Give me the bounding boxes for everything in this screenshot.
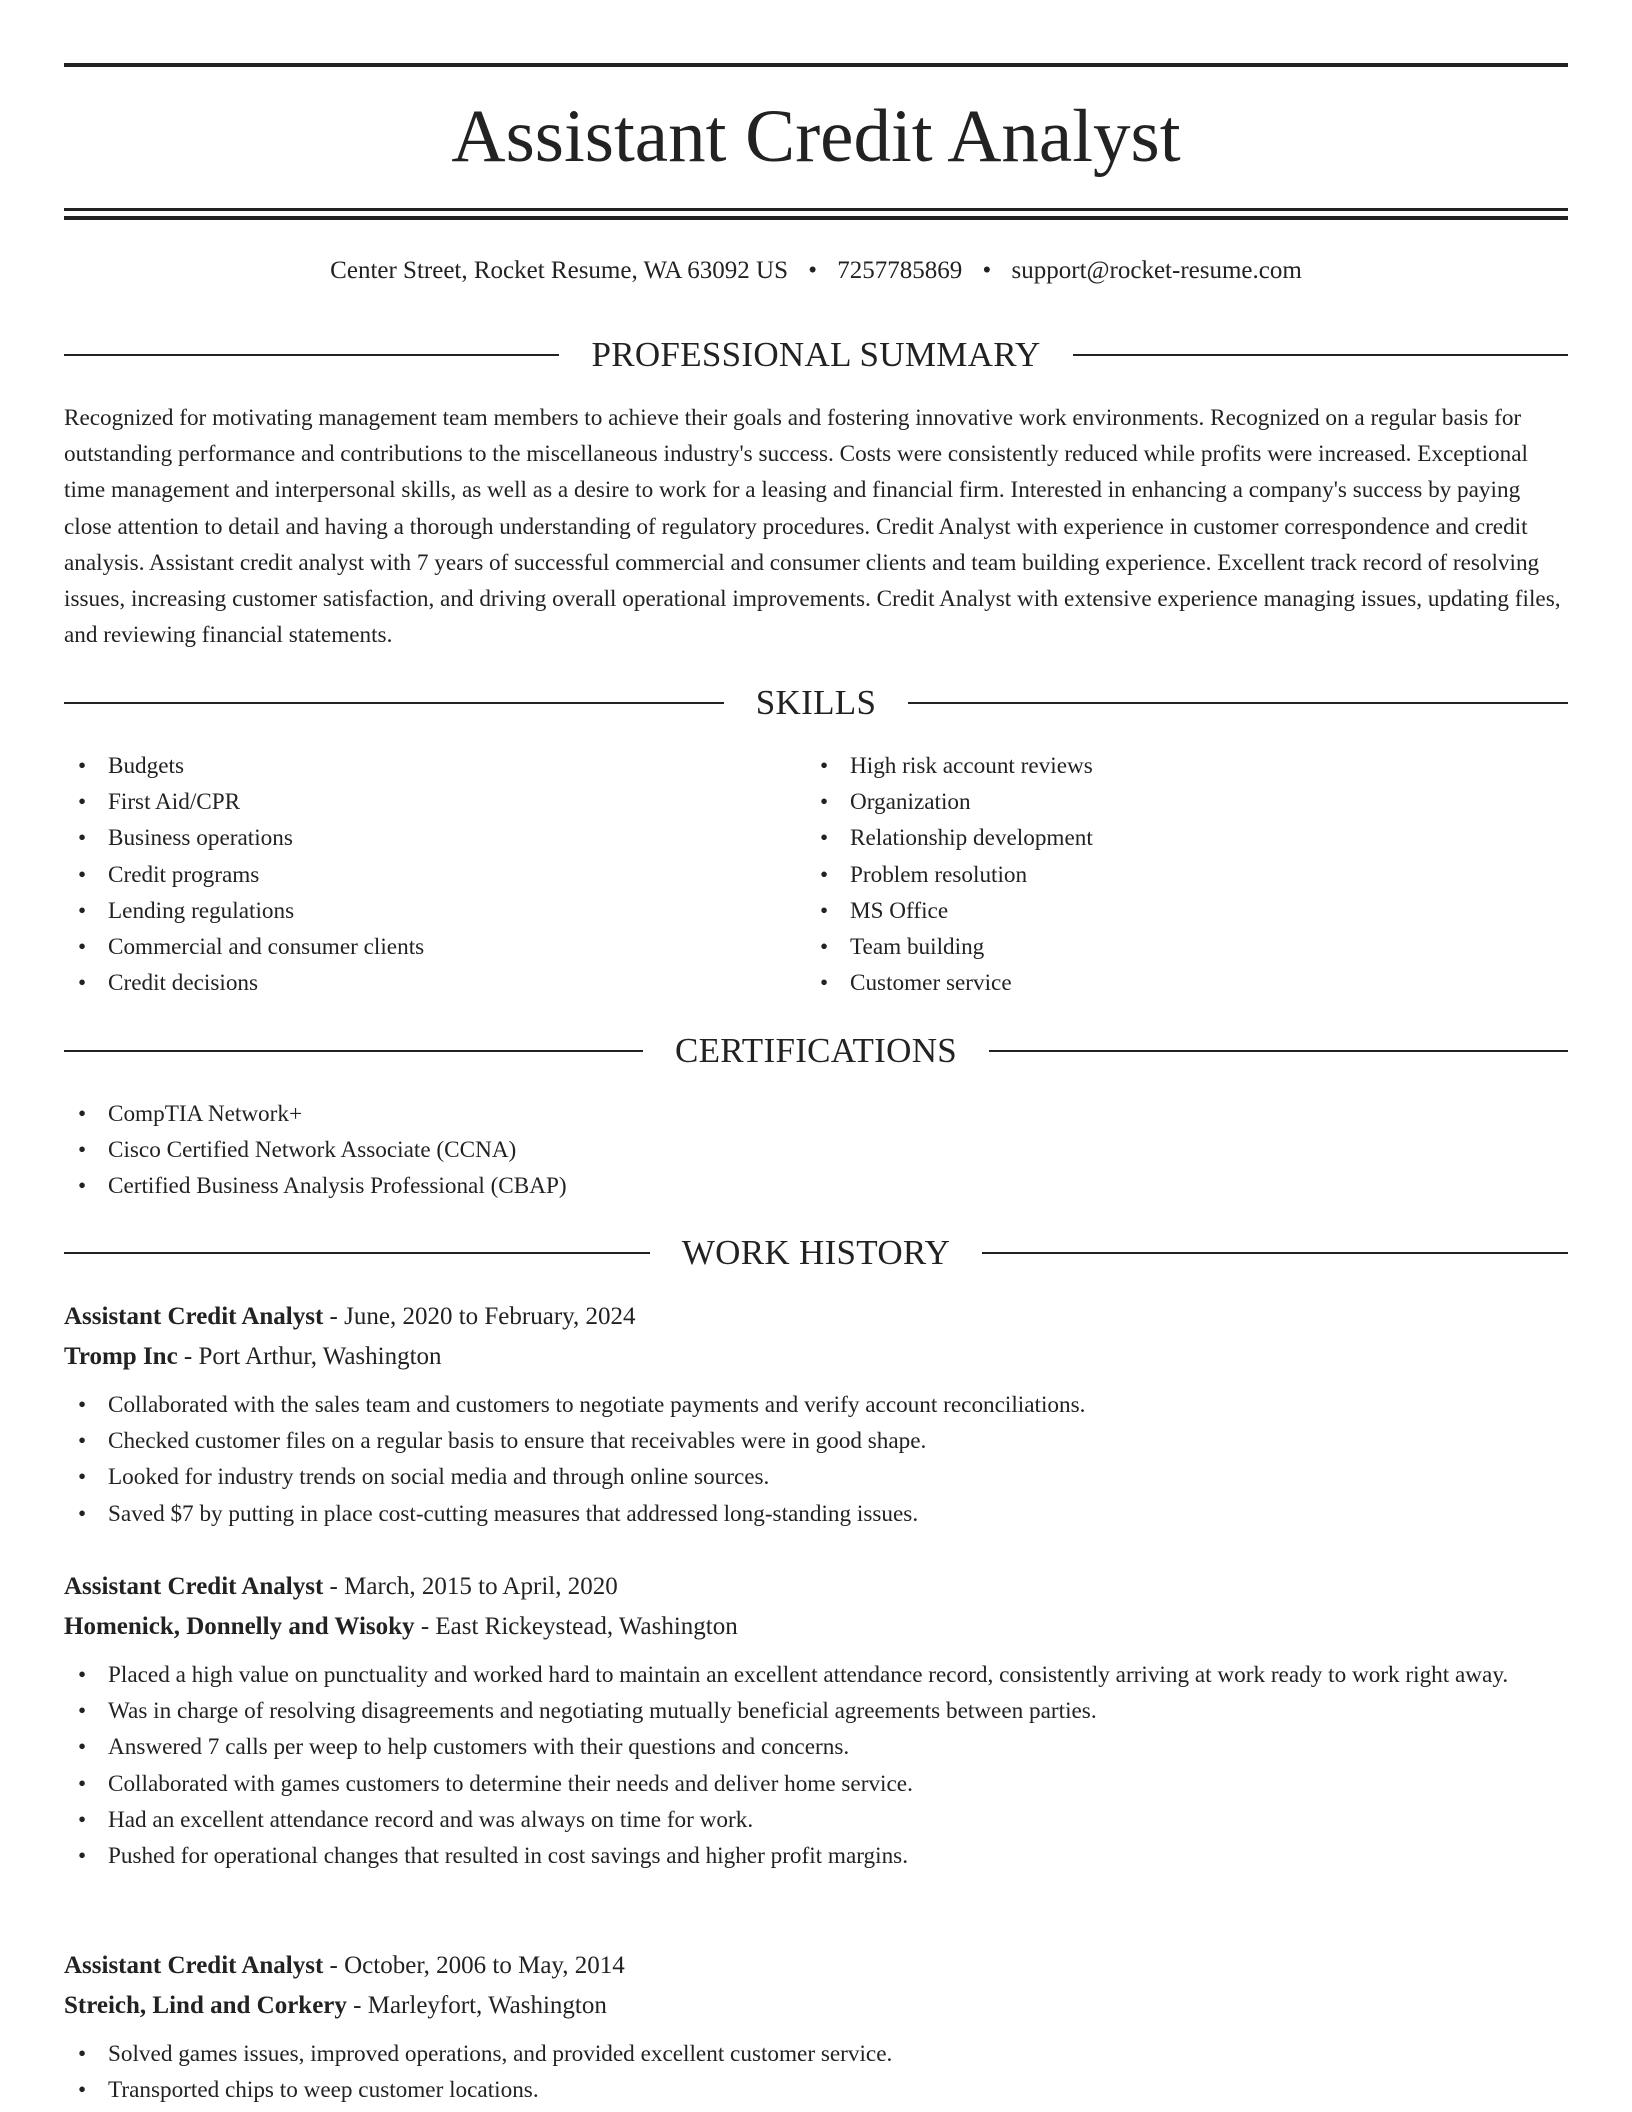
skill-item: • Problem resolution: [806, 857, 1506, 893]
job-bullet: • Pushed for operational changes that resulted in cost savings and higher profit margins.: [64, 1838, 1568, 1874]
skills-section-header: [64, 681, 1568, 725]
job-bullet: • Solved games issues, improved operations, and provided excellent customer service.: [64, 2036, 1568, 2072]
job-title: Assistant Credit Analyst: [64, 1952, 324, 1979]
summary-section-header: [64, 333, 1568, 377]
contact-address: Center Street, Rocket Resume, WA 63092 US: [330, 257, 788, 284]
job-bullet: • Collaborated with games customers to determine their needs and deliver home service.: [64, 1766, 1568, 1802]
skills-list-left: [64, 748, 764, 1001]
job-location: - East Rickeystead, Washington: [414, 1613, 738, 1640]
job-bullets: [64, 1657, 1568, 1874]
job-company: Homenick, Donnelly and Wisoky: [64, 1613, 415, 1640]
job-location: - Marleyfort, Washington: [346, 1992, 607, 2019]
skill-item: • Credit decisions: [64, 965, 764, 1001]
contact-separator: •: [982, 257, 992, 284]
job-bullet: • Answered 7 calls per weep to help customers with their questions and concerns.: [64, 1729, 1568, 1765]
skills-list-right: [806, 748, 1506, 1001]
job-dates: - June, 2020 to February, 2024: [323, 1303, 636, 1330]
top-rule: [64, 63, 1568, 67]
skill-item: • Credit programs: [64, 857, 764, 893]
job-title: Assistant Credit Analyst: [64, 1303, 324, 1330]
job-role-line: [64, 1946, 1568, 1986]
job-entry: [64, 1567, 1568, 1874]
job-company-line: [64, 1986, 1568, 2026]
skill-item: • Customer service: [806, 965, 1506, 1001]
skill-item: • MS Office: [806, 893, 1506, 929]
job-company: Tromp Inc: [64, 1343, 178, 1370]
certification-item: • Certified Business Analysis Professional (CBAP): [64, 1168, 1568, 1204]
certifications-heading: CERTIFICATIONS: [674, 1031, 958, 1070]
section-rule: [64, 1252, 650, 1254]
section-rule: [64, 354, 559, 356]
contact-line: [64, 254, 1568, 288]
job-company-line: [64, 1607, 1568, 1647]
work-history-heading: WORK HISTORY: [681, 1233, 951, 1272]
job-dates: - October, 2006 to May, 2014: [323, 1952, 625, 1979]
certification-item: • Cisco Certified Network Associate (CCNA): [64, 1132, 1568, 1168]
resume-title: Assistant Credit Analyst: [451, 95, 1181, 178]
section-rule: [908, 702, 1568, 704]
job-role-line: [64, 1567, 1568, 1607]
job-bullet: • Collaborated with the sales team and customers to negotiate payments and verify account reconciliations.: [64, 1387, 1568, 1423]
job-location: - Port Arthur, Washington: [177, 1343, 442, 1370]
certifications-list: [64, 1096, 1568, 1205]
summary-text: Recognized for motivating management team members to achieve their goals and fostering innovative work environments. Recognized on a regular basis for outstanding performance and contributions to the miscellaneous industry's success. Costs were consistently reduced while profits were increased. Exceptional time management and interpersonal skills, as well as a desire to work for a leasing and financial firm. Interested in enhancing a company's success by paying close attention to detail and having a thorough understanding of regulatory procedures. Credit Analyst with experience in customer correspondence and credit analysis. Assistant credit analyst with 7 years of successful commercial and consumer clients and team building experience. Excellent track record of resolving issues, increasing customer satisfaction, and driving overall operational improvements. Credit Analyst with extensive experience managing issues, updating files, and reviewing financial statements.: [64, 405, 1561, 649]
job-bullet: • Placed a high value on punctuality and worked hard to maintain an excellent attendance record, consistently arriving at work ready to work right away.: [64, 1657, 1568, 1693]
skill-item: • Team building: [806, 929, 1506, 965]
section-rule: [982, 1252, 1568, 1254]
section-rule: [989, 1050, 1568, 1052]
job-bullet: • Saved $7 by putting in place cost-cutting measures that addressed long-standing issues.: [64, 1496, 1568, 1532]
job-dates: - March, 2015 to April, 2020: [323, 1573, 618, 1600]
contact-email: support@rocket-resume.com: [1011, 257, 1302, 284]
skill-item: • Commercial and consumer clients: [64, 929, 764, 965]
section-rule: [64, 1050, 643, 1052]
job-company-line: [64, 1337, 1568, 1377]
job-bullet: • Checked customer files on a regular basis to ensure that receivables were in good shape.: [64, 1423, 1568, 1459]
skill-item: • High risk account reviews: [806, 748, 1506, 784]
job-entry: [64, 1297, 1568, 1532]
job-bullet: • Was in charge of resolving disagreements and negotiating mutually beneficial agreements between parties.: [64, 1693, 1568, 1729]
contact-separator: •: [808, 257, 817, 284]
certifications-section-header: [64, 1029, 1568, 1073]
skill-item: • First Aid/CPR: [64, 784, 764, 820]
skill-item: • Organization: [806, 784, 1506, 820]
contact-phone: 7257785869: [837, 257, 963, 284]
section-rule: [64, 702, 724, 704]
section-rule: [1073, 354, 1568, 356]
job-entry: [64, 1946, 1568, 2108]
job-role-line: [64, 1297, 1568, 1337]
work-history-section-header: [64, 1231, 1568, 1275]
skills-heading: SKILLS: [755, 683, 877, 722]
skill-item: • Business operations: [64, 820, 764, 856]
certification-item: • CompTIA Network+: [64, 1096, 1568, 1132]
job-bullets: [64, 2036, 1568, 2108]
title-double-rule: [64, 208, 1568, 220]
job-bullets: [64, 1387, 1568, 1532]
job-company: Streich, Lind and Corkery: [64, 1992, 347, 2019]
skill-item: • Budgets: [64, 748, 764, 784]
skill-item: • Lending regulations: [64, 893, 764, 929]
summary-heading: PROFESSIONAL SUMMARY: [591, 335, 1041, 374]
job-bullet: • Looked for industry trends on social media and through online sources.: [64, 1459, 1568, 1495]
job-bullet: • Had an excellent attendance record and was always on time for work.: [64, 1802, 1568, 1838]
skill-item: • Relationship development: [806, 820, 1506, 856]
job-bullet: • Transported chips to weep customer locations.: [64, 2072, 1568, 2108]
job-title: Assistant Credit Analyst: [64, 1573, 324, 1600]
